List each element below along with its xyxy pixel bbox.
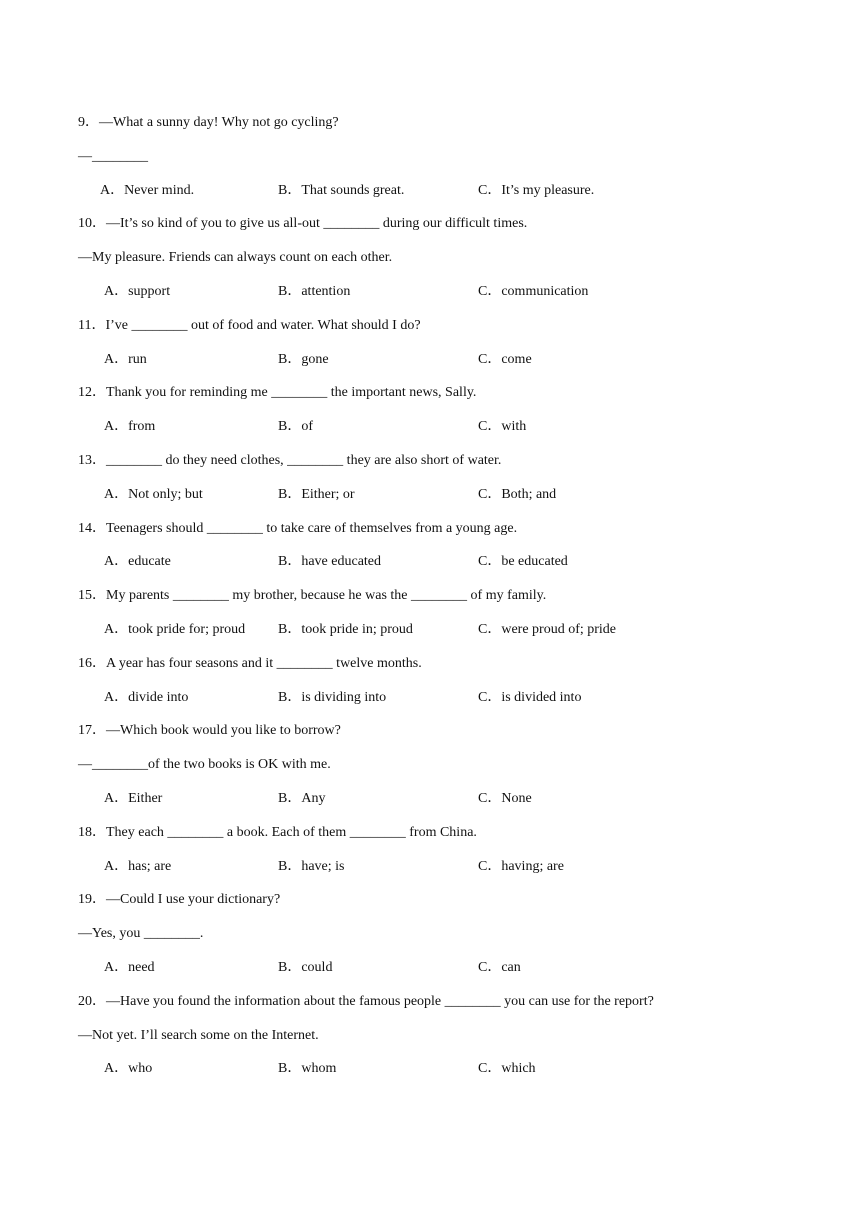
question-reply-line: —My pleasure. Friends can always count on each other. [78, 250, 393, 266]
answer-option-b: B．attention [278, 284, 351, 299]
answer-option-b: B．of [278, 419, 313, 435]
question-reply-line: —________ [78, 148, 148, 164]
answer-option-c: C．having; are [478, 858, 564, 874]
answer-option-c: C．be educated [478, 554, 568, 570]
answer-option-b: B．gone [278, 351, 329, 367]
question-stem: 12．Thank you for reminding me ________ the important news, Sally. [78, 385, 477, 401]
question-stem: 19．—Could I use your dictionary? [78, 892, 281, 908]
answer-option-b: B．Either; or [278, 486, 355, 502]
question-stem: 18．They each ________ a book. Each of them ________ from China. [78, 824, 477, 840]
answer-option-a: A．has; are [104, 858, 172, 874]
answer-option-b: B．That sounds great. [278, 182, 405, 198]
question-reply-line: —Not yet. I’ll search some on the Internet. [78, 1027, 319, 1043]
answer-option-a: A．need [104, 960, 155, 975]
answer-option-c: C．were proud of; pride [478, 622, 617, 637]
answer-option-c: C．It’s my pleasure. [478, 182, 595, 198]
answer-option-b: B．whom [278, 1061, 337, 1077]
answer-option-b: B．have educated [278, 554, 382, 570]
question-stem: 17．—Which book would you like to borrow? [78, 723, 341, 739]
answer-option-a: A．from [104, 419, 156, 435]
question-stem: 15．My parents ________ my brother, because he was the ________ of my family. [78, 588, 547, 604]
question-stem: 9．—What a sunny day! Why not go cycling? [78, 115, 339, 130]
question-reply-line: —Yes, you ________. [78, 926, 204, 942]
answer-option-a: A．Never mind. [100, 182, 195, 198]
answer-option-c: C．can [478, 960, 521, 975]
answer-option-b: B．have; is [278, 858, 345, 874]
answer-option-a: A．run [104, 351, 147, 367]
question-stem: 11．I’ve ________ out of food and water. What should I do? [78, 317, 421, 333]
answer-option-b: B．Any [278, 791, 326, 806]
answer-option-a: A．educate [104, 554, 171, 570]
answer-option-b: B．is dividing into [278, 689, 387, 705]
answer-option-c: C．is divided into [478, 689, 582, 705]
answer-option-c: C．come [478, 351, 532, 367]
answer-option-a: A．who [104, 1061, 153, 1077]
question-stem: 10．—It’s so kind of you to give us all-out ________ during our difficult times. [78, 216, 528, 232]
question-stem: 13．________ do they need clothes, ________ they are also short of water. [78, 453, 502, 468]
answer-option-c: C．communication [478, 284, 589, 299]
answer-option-a: A．Either [104, 791, 163, 806]
answer-option-c: C．which [478, 1061, 536, 1077]
answer-option-a: A．support [104, 284, 171, 299]
answer-option-c: C．Both; and [478, 486, 557, 502]
question-stem: 20．—Have you found the information about the famous people ________ you can use for the report? [78, 993, 654, 1009]
question-reply-line: —________of the two books is OK with me. [78, 757, 331, 773]
answer-option-b: B．took pride in; proud [278, 622, 413, 637]
answer-option-c: C．with [478, 419, 527, 435]
answer-option-a: A．divide into [104, 689, 189, 705]
answer-option-a: A．Not only; but [104, 486, 203, 502]
question-stem: 16．A year has four seasons and it ________ twelve months. [78, 655, 422, 671]
answer-option-c: C．None [478, 791, 532, 806]
question-stem: 14．Teenagers should ________ to take care of themselves from a young age. [78, 520, 518, 536]
answer-option-a: A．took pride for; proud [104, 622, 246, 637]
answer-option-b: B．could [278, 960, 333, 975]
